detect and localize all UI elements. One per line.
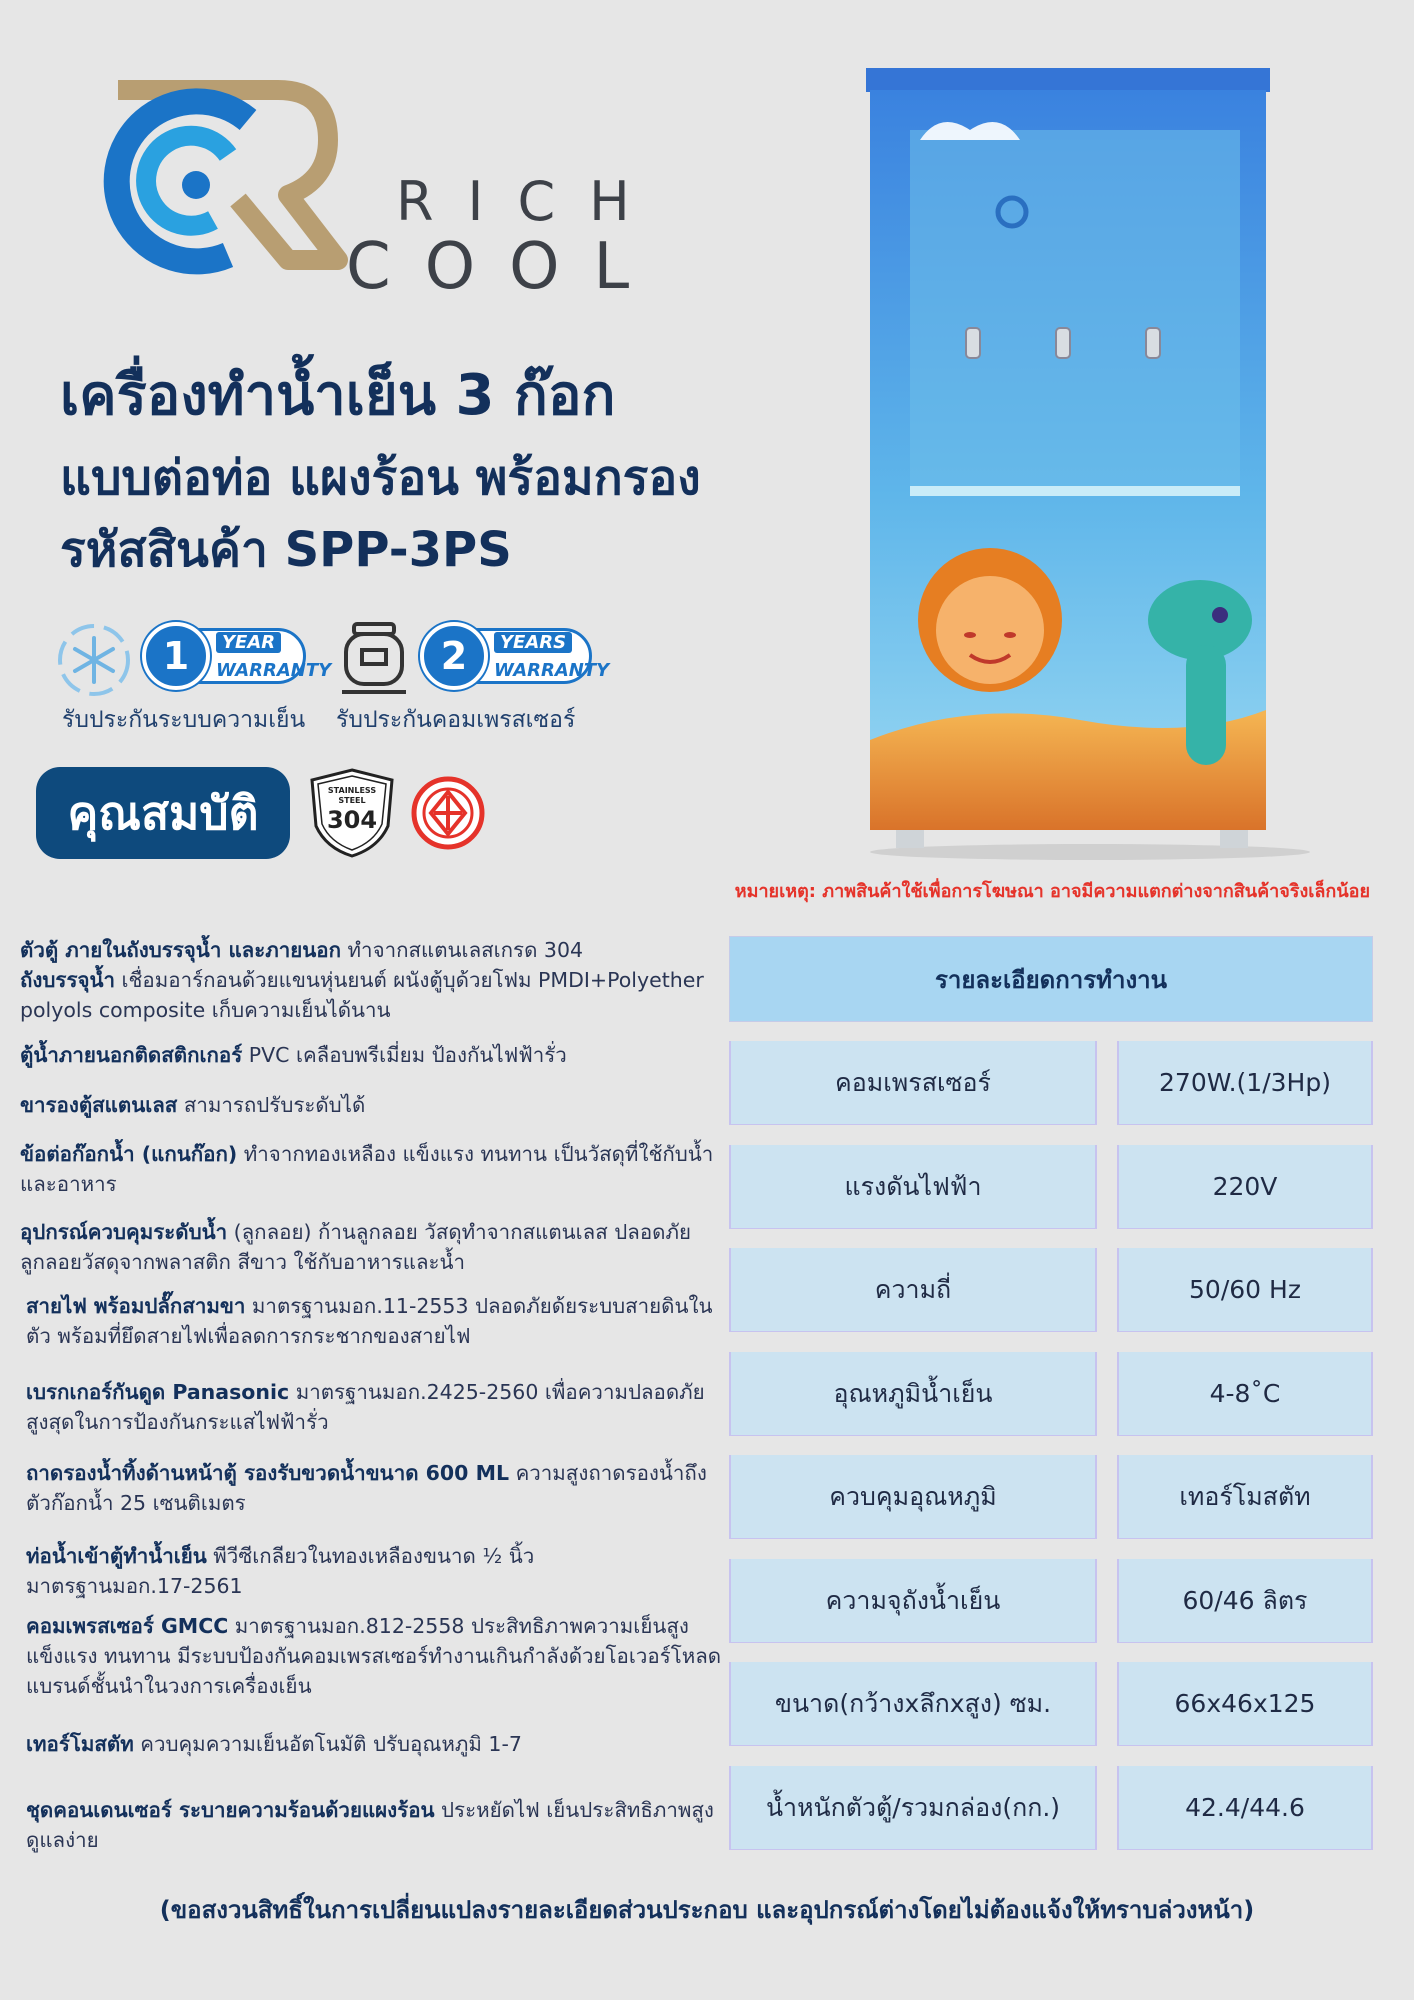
stainless-line1: STAINLESS (327, 786, 377, 795)
warranty-word-bottom: WARRANTY (216, 660, 332, 681)
spec-row (729, 1662, 1373, 1746)
spec-value: 50/60 Hz (1117, 1248, 1373, 1332)
feature-text: สามารถปรับระดับได้ (177, 1093, 366, 1117)
spec-value: เทอร์โมสตัท (1117, 1455, 1373, 1539)
spec-row (729, 1559, 1373, 1643)
feature-text: PVC เคลือบพรีเมี่ยม ป้องกันไฟฟ้ารั่ว (242, 1043, 567, 1067)
spec-label: ขนาด(กว้างxลึกxสูง) ซม. (729, 1662, 1097, 1746)
feature-text: มาตรฐานมอก.2425-2560 เพื่อความปลอดภัยสูงสุดในการป้องกันกระแสไฟฟ้ารั่ว (26, 1380, 705, 1434)
feature-bold: ตัวตู้ ภายในถังบรรจุน้ำ และภายนอก (20, 938, 342, 962)
spec-value: 4-8˚C (1117, 1352, 1373, 1436)
spec-value: 270W.(1/3Hp) (1117, 1041, 1373, 1125)
spec-row (729, 1766, 1373, 1850)
spec-label: แรงดันไฟฟ้า (729, 1145, 1097, 1229)
warranty-years-badge: 1 (142, 622, 210, 690)
feature-item (26, 1729, 731, 1759)
feature-text: มาตรฐานมอก.812-2558 ประสิทธิภาพความเย็นสูง แข็งแรง ทนทาน มีระบบป้องกันคอมเพรสเซอร์ทำงานเกินกำลังด้วยโอเวอร์โหลด แบรนด์ชั้นนำในวงการเครื่องเย็น (26, 1614, 722, 1698)
stainless-line2: STEEL (338, 796, 366, 805)
compressor-icon (338, 620, 418, 698)
spec-label: น้ำหนักตัวตู้/รวมกล่อง(กก.) (729, 1766, 1097, 1850)
feature-bold: สายไฟ พร้อมปลั๊กสามขา (26, 1294, 246, 1318)
warranty-word-bottom: WARRANTY (494, 660, 610, 681)
spec-table-header: รายละเอียดการทำงาน (729, 936, 1373, 1022)
feature-item (20, 1217, 725, 1277)
feature-item (26, 1377, 731, 1437)
snowflake-icon (56, 622, 132, 698)
feature-bold: เทอร์โมสตัท (26, 1732, 134, 1756)
feature-bold: ชุดคอนเดนเซอร์ ระบายความร้อนด้วยแผงร้อน (26, 1798, 435, 1822)
feature-text: (ลูกลอย) ก้านลูกลอย วัสดุทำจากสแตนเลส ปลอดภัย ลูกลอยวัสดุจากพลาสติก สีขาว ใช้กับอาหารและน้ำ (20, 1220, 691, 1274)
feature-bold: ตู้น้ำภายนอกติดสติกเกอร์ (20, 1043, 243, 1067)
feature-bold: ขารองตู้สแตนเลส (20, 1093, 178, 1117)
feature-bold: ข้อต่อก๊อกน้ำ (แกนก๊อก) (20, 1142, 238, 1166)
spec-row (729, 1041, 1373, 1125)
footer-note: (ขอสงวนสิทธิ์ในการเปลี่ยนแปลงรายละเอียดส่วนประกอบ และอุปกรณ์ต่างโดยไม่ต้องแจ้งให้ทราบล่วงหน้า) (159, 1896, 1255, 1924)
spec-row (729, 1248, 1373, 1332)
warranty-word-top: YEARS (494, 632, 572, 653)
spec-label: ความจุถังน้ำเย็น (729, 1559, 1097, 1643)
feature-bold: อุปกรณ์ควบคุมระดับน้ำ (20, 1220, 228, 1244)
spec-label: ควบคุมอุณหภูมิ (729, 1455, 1097, 1539)
feature-bold: คอมเพรสเซอร์ GMCC (26, 1614, 229, 1638)
warranty-compressor (330, 620, 610, 733)
warranty-word-top: YEAR (216, 632, 281, 653)
feature-item (20, 1090, 725, 1120)
feature-bold: เบรกเกอร์กันดูด Panasonic (26, 1380, 290, 1404)
features-title-badge: คุณสมบัติ (36, 767, 290, 859)
brand-line2: COOL (346, 230, 664, 304)
spec-row (729, 1352, 1373, 1436)
spec-label: ความถี่ (729, 1248, 1097, 1332)
richcool-r-icon (78, 60, 378, 300)
brand-line1: RICH (396, 170, 664, 233)
image-disclaimer: หมายเหตุ: ภาพสินค้าใช้เพื่อการโฆษณา อาจมีความแตกต่างจากสินค้าจริงเล็กน้อย (734, 881, 1370, 902)
spec-label: คอมเพรสเซอร์ (729, 1041, 1097, 1125)
feature-item (26, 1795, 731, 1855)
feature-text: ทำจากทองเหลือง แข็งแรง ทนทาน เป็นวัสดุที่ใช้กับน้ำและอาหาร (20, 1142, 714, 1196)
spec-label: อุณหภูมิน้ำเย็น (729, 1352, 1097, 1436)
feature-text: ความสูงถาดรองน้ำถึงตัวก๊อกน้ำ 25 เซนติเมตร (26, 1461, 707, 1515)
feature-item (20, 1139, 725, 1199)
warranty-cooling (56, 620, 332, 733)
warranty-years-badge: 2 (420, 622, 488, 690)
brand-logo (78, 60, 664, 304)
feature-text: มาตรฐานมอก.11-2553 ปลอดภัยด้ยระบบสายดินในตัว พร้อมที่ยึดสายไฟเพื่อลดการกระชากของสายไฟ (26, 1294, 713, 1348)
feature-item (26, 1291, 731, 1351)
spec-value: 42.4/44.6 (1117, 1766, 1373, 1850)
feature-item (20, 935, 725, 1025)
feature-text: พีวีซีเกลียวในทองเหลืองขนาด ½ นิ้ว มาตรฐานมอก.17-2561 (26, 1544, 535, 1598)
stainless-grade: 304 (326, 806, 378, 834)
spec-value: 220V (1117, 1145, 1373, 1229)
feature-text: ทำจากสแตนเลสเกรด 304 (341, 938, 584, 962)
model-code: รหัสสินค้า SPP-3PS (60, 522, 512, 578)
spec-value: 66x46x125 (1117, 1662, 1373, 1746)
spec-value: 60/46 ลิตร (1117, 1559, 1373, 1643)
feature-bold: ถาดรองน้ำทิ้งด้านหน้าตู้ รองรับขวดน้ำขนาด 600 ML (26, 1461, 510, 1485)
feature-item (26, 1611, 731, 1701)
warranty-caption: รับประกันระบบความเย็น (62, 707, 306, 733)
feature-text: ประหยัดไฟ เย็นประสิทธิภาพสูง ดูแลง่าย (26, 1798, 714, 1852)
feature-item (26, 1458, 731, 1518)
spec-row (729, 1455, 1373, 1539)
feature-item (20, 1040, 725, 1070)
feature-text: ควบคุมความเย็นอัตโนมัติ ปรับอุณหภูมิ 1-7 (133, 1732, 522, 1756)
product-image-water-cooler (820, 60, 1320, 860)
spec-row (729, 1145, 1373, 1229)
feature-item (26, 1541, 586, 1601)
feature-bold: ถังบรรจุน้ำ (20, 968, 115, 992)
feature-bold: ท่อน้ำเข้าตู้ทำน้ำเย็น (26, 1544, 207, 1568)
page-title: เครื่องทำน้ำเย็น 3 ก๊อก (60, 363, 616, 428)
warranty-caption: รับประกันคอมเพรสเซอร์ (336, 707, 576, 733)
stainless-steel-304-icon (308, 766, 396, 860)
feature-text: เชื่อมอาร์กอนด้วยแขนหุ่นยนต์ ผนังตู้บุด้วยโฟม PMDI+Polyether polyols composite เก็บความเย็นได้นาน (20, 968, 704, 1022)
page-subtitle: แบบต่อท่อ แผงร้อน พร้อมกรอง (60, 450, 701, 506)
tis-certification-icon (409, 774, 487, 852)
